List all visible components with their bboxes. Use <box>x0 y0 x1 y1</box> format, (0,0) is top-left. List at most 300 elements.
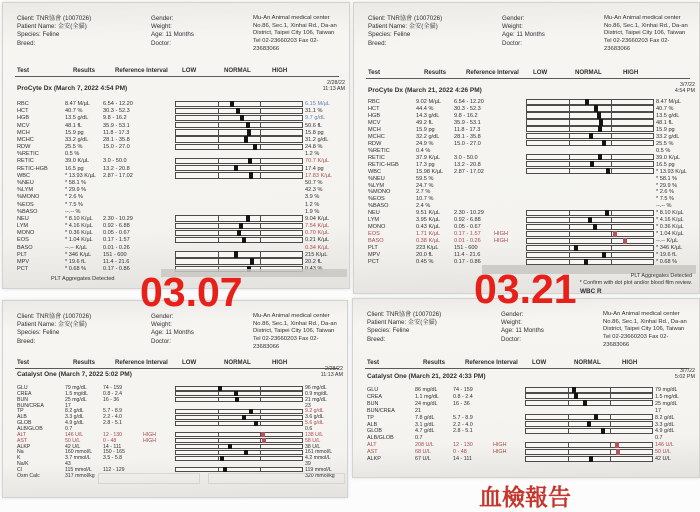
previous-result: * 13.93 K/µL <box>656 168 687 175</box>
test-result: 3.1 g/dL <box>415 421 435 428</box>
previous-result: 6.15 M/µL <box>305 101 330 107</box>
header-rule <box>15 368 339 369</box>
test-result: 4.9 g/dL <box>65 420 84 427</box>
range-bar-divider <box>569 169 570 173</box>
range-bar-divider <box>569 141 570 145</box>
range-bar-divider <box>611 162 612 166</box>
column-header: NORMAL <box>574 359 601 366</box>
result-marker <box>589 133 593 139</box>
range-bar-divider <box>611 113 612 117</box>
previous-result: 25.5 % <box>656 140 674 147</box>
result-marker <box>223 467 227 472</box>
test-name: EOS <box>17 237 29 244</box>
previous-run-datetime: 2/28/22 11:13 AM <box>320 366 343 379</box>
test-result: 67 U/L <box>415 456 431 462</box>
patient-info-line: Species: Feline <box>17 31 60 39</box>
range-bar-divider <box>218 130 219 134</box>
range-bar <box>175 108 303 114</box>
previous-result: 8.47 M/µL <box>656 99 681 105</box>
range-bar-divider <box>568 415 569 419</box>
range-bar-divider <box>218 145 219 149</box>
previous-result: * 1.04 K/µL <box>656 231 684 238</box>
range-bar <box>175 258 303 264</box>
header-rule <box>365 368 689 369</box>
range-bar-divider <box>260 416 261 419</box>
previous-result: * 58.1 % <box>656 175 678 182</box>
clinic-info-line: No.86, Sec.1, Xinhai Rd., Da-an <box>253 22 337 29</box>
patient-info-line: Weight: <box>151 321 172 329</box>
patient-info-line: Doctor: <box>502 39 522 47</box>
result-marker <box>234 165 238 171</box>
range-bar <box>175 386 303 391</box>
test-result: * 58.1 % <box>65 179 87 186</box>
test-name: MCHC <box>368 133 385 140</box>
range-bar <box>175 165 303 171</box>
range-bar <box>525 400 653 406</box>
section-title: ProCyte Dx (March 7, 2022 4:54 PM) <box>17 85 128 92</box>
previous-result: 4.9 g/dL <box>655 428 675 435</box>
previous-result: 5.6 g/dL <box>305 420 324 427</box>
range-bar <box>525 428 653 434</box>
previous-result: 7.54 K/µL <box>305 223 330 230</box>
test-result: * 7.5 % <box>65 201 84 208</box>
range-bar-divider <box>568 450 569 454</box>
range-bar-divider <box>218 116 219 120</box>
test-result: 1.71 K/µL <box>416 231 441 238</box>
range-bar-divider <box>218 422 219 425</box>
previous-result: 40.7 % <box>656 105 674 112</box>
result-marker <box>599 119 603 125</box>
test-result: --.-- % <box>65 208 81 215</box>
range-bar-divider <box>218 109 219 113</box>
previous-result: 31.2 g/dL <box>305 136 329 143</box>
range-bar-divider <box>218 451 219 454</box>
test-result: 4.7 g/dL <box>415 428 435 435</box>
test-result: 3.95 K/µL <box>416 217 441 224</box>
previous-result: 17 <box>655 407 661 414</box>
range-bar-divider <box>611 134 612 138</box>
test-result: 8.47 M/µL <box>65 101 90 107</box>
flag-high: HIGH <box>493 442 507 449</box>
reference-interval: 30.3 - 52.3 <box>103 108 130 115</box>
reference-interval: 0.8 - 2.4 <box>103 390 123 397</box>
reference-interval: 11.8 - 17.3 <box>454 126 481 133</box>
test-name: Na <box>17 449 24 456</box>
test-result: * 346 K/µL <box>65 251 92 258</box>
test-name: GLOB <box>17 420 32 427</box>
test-result: 317 mmol/kg <box>65 472 95 479</box>
patient-info-line: Species: Feline <box>17 329 60 337</box>
reference-interval: 2.30 - 10.29 <box>103 215 133 222</box>
test-result: * 0.68 % <box>65 266 87 273</box>
reference-interval: 12 - 130 <box>103 431 123 438</box>
column-header: Results <box>73 67 96 74</box>
range-bar-divider <box>610 429 611 433</box>
result-marker <box>247 129 251 135</box>
range-bar-divider <box>218 173 219 177</box>
reference-interval: 2.8 - 5.1 <box>103 420 123 427</box>
test-name: PLT <box>17 251 27 258</box>
column-header: Test <box>17 359 30 366</box>
range-bar <box>526 252 654 258</box>
test-result: 17 <box>65 402 71 409</box>
reference-interval: 11.4 - 21.6 <box>454 252 481 259</box>
test-name: AST <box>17 437 28 444</box>
clinic-info-line: Mu-An Animal medical center <box>253 313 330 319</box>
reference-interval: 112 - 129 <box>103 466 125 473</box>
range-bar-divider <box>218 468 219 471</box>
test-result: 32.2 g/dL <box>416 133 440 140</box>
test-result: 0.38 K/µL <box>416 238 441 245</box>
range-bar <box>525 442 653 448</box>
range-bar <box>175 115 303 121</box>
range-bar <box>526 140 654 146</box>
result-marker <box>239 223 243 229</box>
test-name: TP <box>17 408 24 415</box>
reference-interval: 74 - 159 <box>453 387 473 393</box>
range-bar-divider <box>218 137 219 141</box>
test-name: %MONO <box>368 189 391 196</box>
result-marker <box>244 136 248 142</box>
reference-interval: 0.05 - 0.67 <box>454 224 481 231</box>
test-result: 15.9 pg <box>416 126 435 133</box>
test-result: * 13.93 K/µL <box>65 172 96 179</box>
previous-result: 31.1 % <box>305 108 323 115</box>
test-name: WBC <box>368 168 382 175</box>
range-bar <box>175 172 303 178</box>
result-marker <box>244 450 248 455</box>
test-result: 39.0 K/µL <box>65 158 90 165</box>
previous-result: * 4.16 K/µL <box>656 217 684 224</box>
column-header: Test <box>367 359 380 366</box>
range-bar-divider <box>611 211 612 215</box>
patient-info-line: Patient Name: 金安(全貓) <box>17 23 87 31</box>
reference-interval: 5.7 - 8.9 <box>103 408 123 415</box>
result-marker <box>616 449 620 455</box>
range-bar <box>526 238 654 244</box>
test-result: 21 <box>415 407 421 414</box>
test-name: %MONO <box>17 194 40 201</box>
test-result: 0.7 <box>415 435 423 442</box>
test-result: * 1.04 K/µL <box>65 237 93 244</box>
column-header: Test <box>368 69 381 76</box>
column-header: LOW <box>182 67 197 74</box>
range-bar <box>175 158 303 164</box>
range-bar-divider <box>611 120 612 124</box>
range-bar-divider <box>611 253 612 257</box>
test-result: 9.51 K/µL <box>416 210 441 217</box>
previous-result: 1.5 mg/dL <box>655 393 679 400</box>
range-bar-divider <box>610 457 611 461</box>
test-result: 3.3 g/dL <box>65 414 84 421</box>
patient-info-line: Patient Name: 金安(全貓) <box>17 321 87 329</box>
result-marker <box>583 400 587 406</box>
previous-result: 215 K/µL <box>305 251 328 258</box>
range-bar <box>175 215 303 221</box>
clinic-info-line: Tel 02-23660203 Fax 02- <box>603 334 669 341</box>
previous-result: 1.2 % <box>305 151 320 158</box>
previous-result: 0.7 <box>655 435 663 442</box>
test-name: AST <box>367 449 378 456</box>
previous-result: 146 U/L <box>655 442 674 449</box>
reference-interval: 11.4 - 21.6 <box>103 258 130 265</box>
test-result: 17.3 pg <box>416 161 435 168</box>
test-name: ALT <box>17 431 27 438</box>
range-bar-divider <box>569 127 570 131</box>
range-bar <box>175 415 303 420</box>
test-result: * 4.16 K/µL <box>65 223 93 230</box>
test-result: 20.0 fL <box>416 252 434 259</box>
previous-result: * 29.9 % <box>656 182 678 189</box>
range-bar <box>525 421 653 427</box>
result-marker <box>574 393 578 399</box>
range-bar <box>175 397 303 402</box>
result-marker <box>594 105 598 111</box>
clinic-info-line: Mu-An Animal medical center <box>603 311 680 317</box>
patient-info-line: Patient Name: 金安(全貓) <box>367 319 437 327</box>
range-bar-divider <box>569 232 570 236</box>
range-bar-divider <box>610 388 611 392</box>
test-result: 86 mg/dL <box>415 387 438 393</box>
previous-result: 15.8 pg <box>305 129 324 136</box>
test-name: TP <box>367 414 374 421</box>
test-name: %BASO <box>17 208 38 215</box>
range-bar <box>175 409 303 414</box>
test-name: %EOS <box>368 196 385 203</box>
previous-result: 42.3 % <box>305 187 323 194</box>
range-bar <box>175 144 303 150</box>
range-bar-divider <box>260 238 261 242</box>
test-result: * 19.6 fL <box>65 258 86 265</box>
column-header: HIGH <box>272 67 288 74</box>
previous-result: 42 U/L <box>655 456 671 462</box>
test-name: ALB <box>17 414 27 421</box>
test-result: 160 mmol/L <box>65 449 93 456</box>
previous-result: 138 U/L <box>305 431 324 438</box>
test-name: GLU <box>17 385 28 391</box>
test-result: 49.2 fL <box>416 119 434 126</box>
test-name: PLT <box>368 245 378 252</box>
clinic-info-line: Tel 02-23660203 Fax 02- <box>253 38 319 45</box>
reference-interval: 11.8 - 17.3 <box>103 129 130 136</box>
reference-interval: 0.17 - 0.86 <box>454 259 481 266</box>
range-bar <box>526 99 654 105</box>
previous-result: 20.2 fL <box>305 258 323 265</box>
reference-interval: 14 - 111 <box>103 443 122 450</box>
range-bar-divider <box>218 238 219 242</box>
previous-result: 3.9 % <box>305 194 320 201</box>
reference-interval: 151 - 600 <box>454 245 478 252</box>
result-marker <box>220 456 224 461</box>
test-name: LYM <box>368 217 380 224</box>
reference-interval: 15.0 - 27.0 <box>454 140 481 147</box>
range-bar-divider <box>260 116 261 120</box>
reference-interval: 35.9 - 53.1 <box>454 119 481 126</box>
previous-result: 9.7 g/dL <box>305 115 326 122</box>
column-header: LOW <box>182 359 197 366</box>
test-result: 2.4 % <box>416 203 431 210</box>
reference-interval: 2.87 - 17.02 <box>103 172 133 179</box>
column-header: Test <box>17 67 30 74</box>
reference-interval: 13.2 - 20.8 <box>454 161 481 168</box>
reference-interval: 28.1 - 35.8 <box>454 133 481 140</box>
test-name: BUN <box>17 396 28 403</box>
range-bar <box>175 122 303 128</box>
clinic-info-line: District, Taipei City 106, Taiwan <box>604 30 686 37</box>
reference-interval: 16 - 36 <box>453 400 470 407</box>
result-marker <box>623 238 627 244</box>
range-bar-divider <box>610 394 611 398</box>
reference-interval: 150 - 165 <box>103 449 125 456</box>
clinic-info-line: Tel 02-23660203 Fax 02- <box>604 38 670 45</box>
footnote-plt-aggregates: PLT Aggregates Detected <box>630 273 692 279</box>
test-result: 79 mg/dL <box>65 385 87 391</box>
test-name: K <box>17 455 21 462</box>
previous-result: 23 <box>305 402 311 409</box>
test-result: 10.7 % <box>416 196 434 203</box>
result-marker <box>590 161 594 167</box>
patient-info-line: Breed: <box>367 335 386 343</box>
range-bar-divider <box>260 468 261 471</box>
previous-result: 50.6 fL <box>305 122 323 129</box>
test-name: NEU <box>17 215 29 222</box>
range-bar <box>525 387 653 393</box>
previous-result: 48.1 fL <box>656 119 674 126</box>
result-marker <box>589 456 593 462</box>
test-result: 37.9 K/µL <box>416 154 441 161</box>
test-name: %EOS <box>17 201 34 208</box>
reference-interval: 3.0 - 50.0 <box>454 154 478 161</box>
test-result: 48.1 fL <box>65 122 83 129</box>
range-bar-divider <box>611 239 612 243</box>
test-result: 13.5 g/dL <box>65 115 89 122</box>
patient-info-line: Client: TNR協會 (1007026) <box>17 313 92 320</box>
patient-info-line: Gender: <box>151 313 174 320</box>
test-name: Na/K <box>17 461 29 468</box>
test-result: 8.2 g/dL <box>65 408 84 415</box>
test-name: MPV <box>17 258 30 265</box>
clinic-info-line: District, Taipei City 106, Taiwan <box>253 328 335 335</box>
previous-result: 0.34 K/µL <box>305 244 330 251</box>
patient-info-line: Age: 11 Months <box>151 329 194 337</box>
test-name: HGB <box>17 115 30 122</box>
test-result: * 0.36 K/µL <box>65 230 93 237</box>
test-name: %RETIC <box>17 151 39 158</box>
result-marker <box>574 245 578 251</box>
test-name: MCHC <box>17 136 34 143</box>
reference-interval: 0.8 - 2.4 <box>453 393 473 400</box>
range-bar-divider <box>569 253 570 257</box>
result-marker <box>236 108 240 114</box>
test-result: 24.9 % <box>416 140 434 147</box>
range-bar-divider <box>568 429 569 433</box>
test-name: %LYM <box>17 187 34 194</box>
range-bar-divider <box>218 231 219 235</box>
range-bar-divider <box>218 392 219 395</box>
range-bar-divider <box>260 398 261 401</box>
reference-interval: 2.2 - 4.0 <box>103 414 123 421</box>
range-bar <box>526 112 654 118</box>
column-header: Reference Interval <box>465 359 518 366</box>
range-bar-divider <box>568 443 569 447</box>
range-bar <box>175 432 303 437</box>
previous-result: 0.21 K/µL <box>305 237 330 244</box>
reference-interval: 28.1 - 35.8 <box>103 136 130 143</box>
range-bar-divider <box>611 155 612 159</box>
clinic-info-line: No.86, Sec.1, Xinhai Rd., Da-an <box>604 22 688 29</box>
result-marker <box>598 126 602 132</box>
faint-print-artifact <box>98 473 200 484</box>
range-bar-divider <box>218 445 219 448</box>
patient-info-line: Breed: <box>17 39 36 47</box>
test-name: %LYM <box>368 182 385 189</box>
test-result: 146 U/L <box>65 431 84 438</box>
range-bar-divider <box>260 439 261 442</box>
range-bar-divider <box>569 260 570 264</box>
test-name: %NEU <box>17 179 34 186</box>
range-bar <box>526 161 654 167</box>
range-bar-divider <box>569 134 570 138</box>
range-bar-divider <box>260 387 261 390</box>
previous-result: * 19.6 fL <box>656 252 677 259</box>
previous-result: --.-- % <box>656 203 672 210</box>
lab-report-photo-procyte-0307 <box>2 2 350 289</box>
range-bar <box>526 210 654 216</box>
range-bar <box>526 168 654 174</box>
result-marker <box>242 415 246 420</box>
previous-result: 79 mg/dL <box>655 387 678 393</box>
test-result: 40.7 % <box>65 108 83 115</box>
test-result: 15.9 pg <box>65 129 84 136</box>
reference-interval: 0.01 - 0.26 <box>454 238 481 245</box>
test-result: 43 <box>65 461 71 468</box>
previous-result: 50 U/L <box>655 449 671 456</box>
range-bar-divider <box>610 415 611 419</box>
reference-interval: 3.5 - 5.8 <box>103 455 123 462</box>
patient-info-line: Patient Name: 金安(全貓) <box>368 23 438 31</box>
reference-interval: 0 - 48 <box>453 449 467 456</box>
previous-result: 4.2 mmol/L <box>305 455 331 462</box>
previous-run-datetime: 3/7/22 4:54 PM <box>674 82 695 95</box>
result-marker <box>240 115 244 121</box>
test-result: 7.8 g/dL <box>415 414 435 421</box>
test-name: Cl <box>17 466 22 473</box>
result-marker <box>615 442 619 448</box>
range-bar-divider <box>611 106 612 110</box>
reference-interval: 2.87 - 17.02 <box>454 168 484 175</box>
previous-result: * 0.68 % <box>656 259 678 266</box>
test-result: 15.98 K/µL <box>416 168 444 175</box>
test-result: --.-- K/µL <box>65 244 88 251</box>
range-bar <box>175 421 303 426</box>
range-bar-divider <box>610 450 611 454</box>
test-result: 2.7 % <box>416 189 431 196</box>
reference-interval: 0.05 - 0.67 <box>103 230 130 237</box>
result-marker <box>261 432 265 437</box>
range-bar-divider <box>260 102 261 106</box>
test-result: 1.5 mg/dL <box>65 390 89 397</box>
previous-result: 0.5 % <box>656 147 671 154</box>
test-result: 16.5 pg <box>65 165 84 172</box>
test-name: RBC <box>368 99 380 105</box>
patient-info-line: Doctor: <box>151 39 171 47</box>
test-name: MONO <box>368 224 386 231</box>
range-bar <box>526 126 654 132</box>
test-name: CREA <box>17 390 32 397</box>
patient-info-line: Client: TNR協會 (1007026) <box>17 15 92 22</box>
previous-result: 0.6 <box>305 425 313 432</box>
range-bar-divider <box>260 145 261 149</box>
